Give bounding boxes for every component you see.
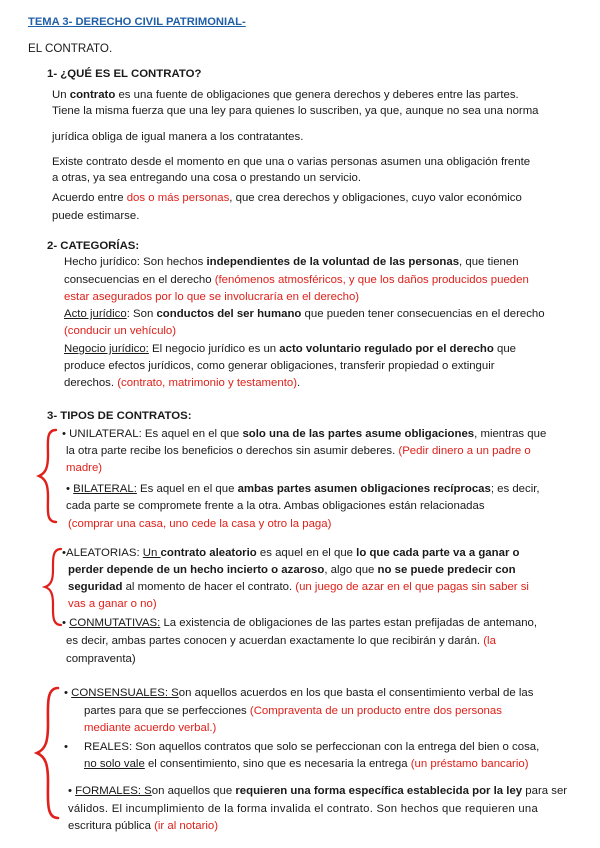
red-brace-icon — [34, 684, 62, 822]
formales-line: escritura pública (ir al notario) — [68, 820, 219, 832]
section-1-heading: 1- ¿QUÉ ES EL CONTRATO? — [47, 68, 202, 80]
unilateral-line: la otra parte recibe los beneficios o derechos sin asumir deberes. (Pedir dinero a un padre o — [66, 445, 531, 457]
aleatorias-item: •ALEATORIAS: Un contrato aleatorio es aquel en el que lo que cada parte va a ganar o — [62, 547, 520, 559]
s2-line: derechos. (contrato, matrimonio y testamento). — [64, 377, 301, 389]
section-3-heading: 3- TIPOS DE CONTRATOS: — [47, 410, 192, 422]
s1-paragraph-line: Un contrato es una fuente de obligaciones que genera derechos y deberes entre las partes. — [52, 89, 519, 101]
conmutativas-line: compraventa) — [66, 653, 136, 665]
document-title: TEMA 3- DERECHO CIVIL PATRIMONIAL- — [28, 16, 246, 28]
reales-line: no solo vale el consentimiento, sino que es necesaria la entrega (un préstamo bancario) — [84, 758, 529, 770]
consensuales-line: partes para que se perfecciones (Compraventa de un producto entre dos personas — [84, 705, 502, 717]
reales-item: REALES: Son aquellos contratos que solo se perfeccionan con la entrega del bien o cosa, — [84, 741, 540, 753]
s2-line: produce efectos jurídicos, como generar obligaciones, transferir propiedad o extinguir — [64, 360, 495, 372]
s2-line: estar asegurados por lo que se involucraría en el derecho) — [64, 291, 360, 303]
s1-paragraph-line: puede estimarse. — [52, 210, 140, 222]
s1-paragraph-line: a otras, ya sea entregando una cosa o prestando un servicio. — [52, 172, 362, 184]
s1-paragraph-line: Tiene la misma fuerza que una ley para quienes lo suscriben, ya que, aunque no sea una norma — [52, 105, 539, 117]
s2-line: consecuencias en el derecho (fenómenos atmosféricos, y que los daños producidos pueden — [64, 274, 529, 286]
consensuales-line: mediante acuerdo verbal.) — [84, 722, 217, 734]
bilateral-line: (comprar una casa, uno cede la casa y otro la paga) — [68, 518, 332, 530]
conmutativas-item: • CONMUTATIVAS: La existencia de obligaciones de las partes estan prefijadas de antemano, — [62, 617, 538, 629]
reales-bullet: • — [64, 741, 68, 753]
formales-item: • FORMALES: Son aquellos que requieren una forma específica establecida por la ley para ser — [68, 785, 568, 797]
aleatorias-line: seguridad al momento de hacer el contrato. (un juego de azar en el que pagas sin saber si — [68, 581, 529, 593]
s1-paragraph-line: jurídica obliga de igual manera a los contratantes. — [52, 131, 304, 143]
formales-line: válidos. El incumplimiento de la forma invalida el contrato. Son hechos que requieren una — [68, 803, 538, 815]
s2-line: Acto jurídico: Son conductos del ser humano que pueden tener consecuencias en el derecho — [64, 308, 545, 320]
aleatorias-line: vas a ganar o no) — [68, 598, 157, 610]
section-2-heading: 2- CATEGORÍAS: — [47, 240, 140, 252]
conmutativas-line: es decir, ambas partes conocen y acuerdan exactamente lo que recibirán y darán. (la — [66, 635, 496, 647]
red-brace-icon — [42, 546, 64, 628]
red-brace-icon — [36, 427, 60, 525]
s2-line: (conducir un vehículo) — [64, 325, 177, 337]
document-subtitle: EL CONTRATO. — [28, 42, 113, 55]
s2-line: Hecho jurídico: Son hechos independientes de la voluntad de las personas, que tienen — [64, 256, 519, 268]
consensuales-item: • CONSENSUALES: Son aquellos acuerdos en los que basta el consentimiento verbal de las — [64, 687, 534, 699]
unilateral-line: madre) — [66, 462, 103, 474]
s1-paragraph-line: Existe contrato desde el momento en que una o varias personas asumen una obligación frente — [52, 156, 531, 168]
s2-line: Negocio jurídico: El negocio jurídico es un acto voluntario regulado por el derecho que — [64, 343, 517, 355]
unilateral-item: • UNILATERAL: Es aquel en el que solo una de las partes asume obligaciones, mientras que — [62, 428, 547, 440]
bilateral-item: • BILATERAL: Es aquel en el que ambas partes asumen obligaciones recíprocas; es decir, — [66, 483, 540, 495]
s1-paragraph-line: Acuerdo entre dos o más personas, que crea derechos y obligaciones, cuyo valor económico — [52, 192, 522, 204]
bilateral-line: cada parte se compromete frente a la otra. Ambas obligaciones están relacionadas — [66, 500, 485, 512]
aleatorias-line: perder depende de un hecho incierto o azaroso, algo que no se puede predecir con — [68, 564, 516, 576]
